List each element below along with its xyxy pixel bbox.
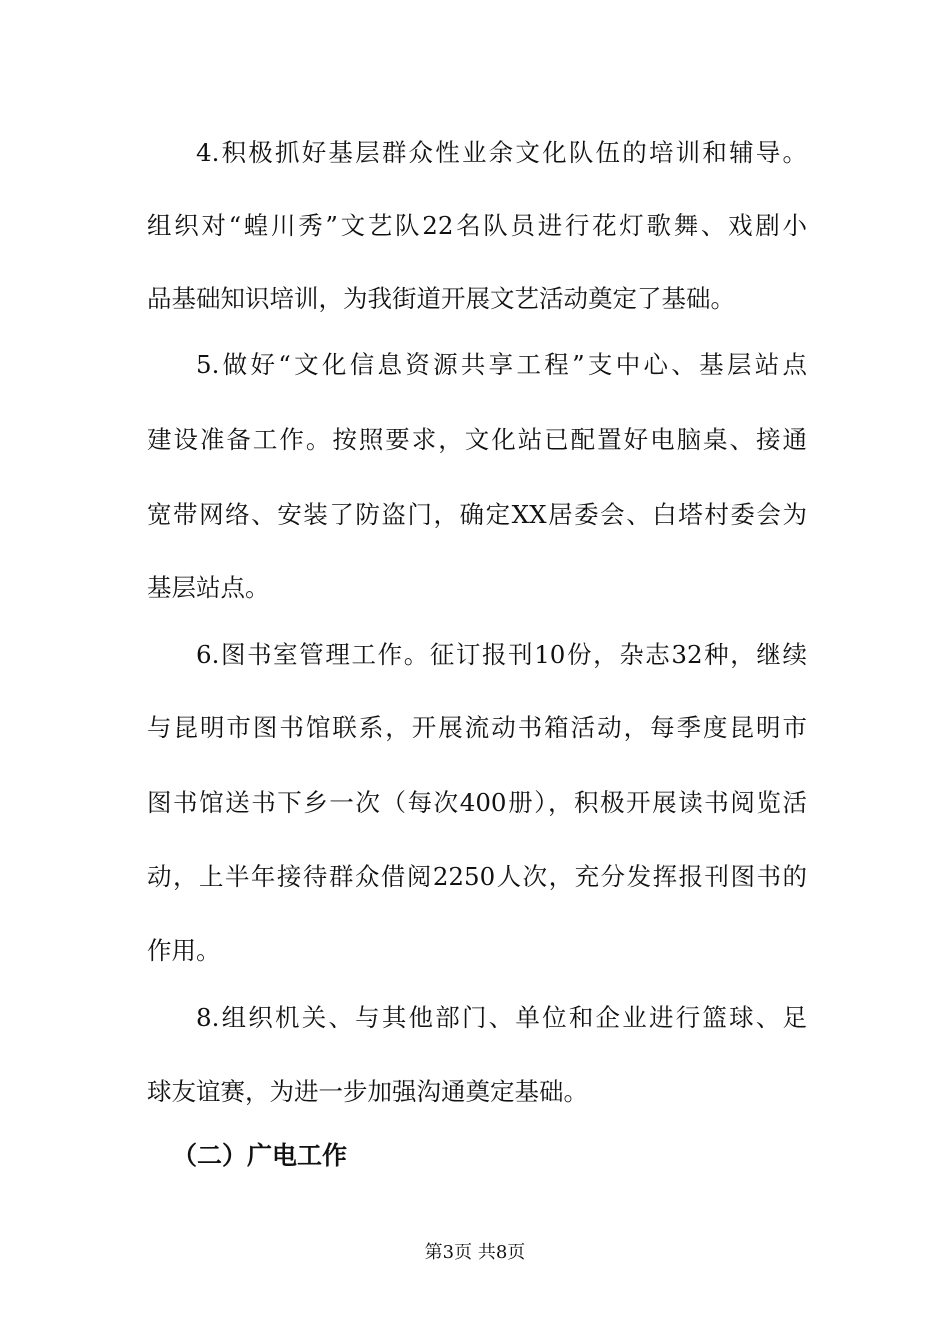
page-footer: 第3页 共8页	[424, 1242, 526, 1263]
paragraph-line: 8.组织机关、与其他部门、单位和企业进行篮球、足	[196, 1003, 807, 1032]
paragraph-line: 5.做好“文化信息资源共享工程”支中心、基层站点	[196, 350, 807, 379]
paragraph-line: 作用。	[147, 936, 221, 965]
paragraph-line: 球友谊赛，为进一步加强沟通奠定基础。	[147, 1077, 588, 1106]
paragraph-line: 组织对“蝗川秀”文艺队22名队员进行花灯歌舞、戏剧小	[147, 211, 807, 240]
paragraph-line: 基层站点。	[147, 573, 270, 602]
paragraph-line: 宽带网络、安装了防盗门，确定XX居委会、白塔村委会为	[147, 500, 807, 529]
paragraph-line: 与昆明市图书馆联系，开展流动书箱活动，每季度昆明市	[147, 713, 807, 742]
paragraph-line: 动，上半年接待群众借阅2250人次，充分发挥报刊图书的	[147, 862, 807, 891]
paragraph-line: 品基础知识培训，为我街道开展文艺活动奠定了基础。	[147, 284, 735, 313]
paragraph-line: 建设准备工作。按照要求，文化站已配置好电脑桌、接通	[147, 425, 807, 454]
paragraph-line: 4.积极抓好基层群众性业余文化队伍的培训和辅导。	[196, 138, 807, 167]
paragraph-line: 6.图书室管理工作。征订报刊10份，杂志32种，继续	[196, 640, 807, 669]
section-heading: （二）广电工作	[172, 1141, 348, 1170]
paragraph-line: 图书馆送书下乡一次（每次400册），积极开展读书阅览活	[147, 788, 807, 817]
